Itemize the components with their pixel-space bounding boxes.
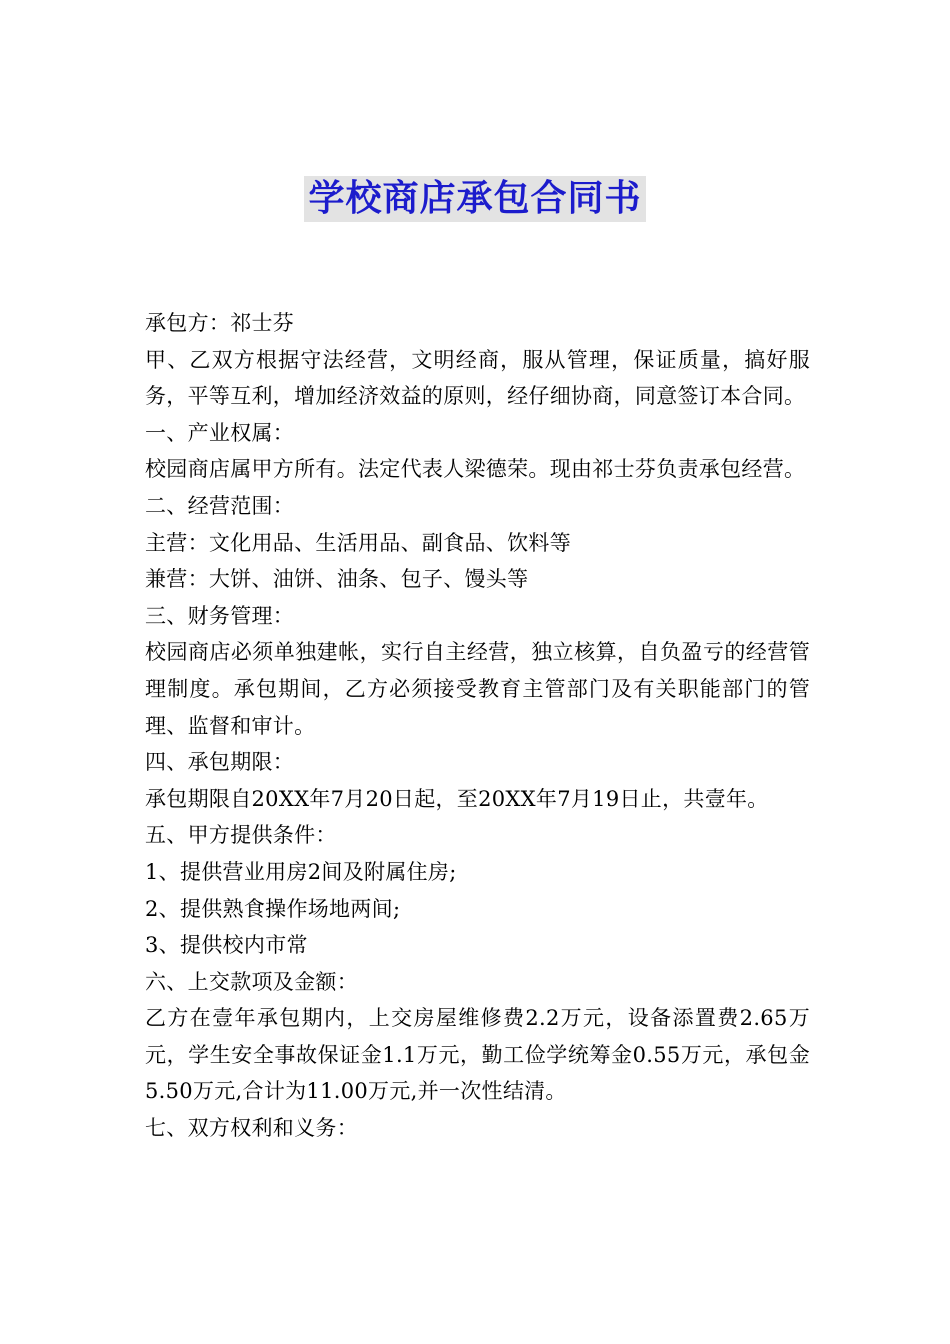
contractor-line: 承包方：祁士芬 bbox=[145, 311, 295, 335]
section-heading-rights: 七、双方权利和义务： bbox=[145, 1116, 358, 1141]
preamble-paragraph: 甲、乙双方根据守法经营，文明经商，服从管理，保证质量，搞好服务，平等互利，增加经济效益的原则，经仔细协商，同意签订本合同。 bbox=[145, 347, 810, 409]
section-heading-conditions: 五、甲方提供条件： bbox=[145, 823, 337, 848]
title-container bbox=[0, 176, 950, 222]
section-heading-term: 四、承包期限： bbox=[145, 750, 295, 775]
finance-paragraph: 校园商店必须单独建帐，实行自主经营，独立核算，自负盈亏的经营管理制度。承包期间，乙方必须接受教育主管部门及有关职能部门的管理、监督和审计。 bbox=[145, 640, 810, 738]
document-title: 学校商店承包合同书 bbox=[304, 176, 645, 222]
term-paragraph: 承包期限自20XX年7月20日起，至20XX年7月19日止，共壹年。 bbox=[145, 786, 769, 811]
section-heading-finance: 三、财务管理： bbox=[145, 603, 295, 628]
section-heading-scope: 二、经营范围： bbox=[145, 493, 295, 518]
condition-item-2: 2、提供熟食操作场地两间; bbox=[145, 896, 401, 921]
section-heading-payments: 六、上交款项及金额： bbox=[145, 969, 358, 994]
payments-paragraph: 乙方在壹年承包期内，上交房屋维修费2.2万元，设备添置费2.65万元，学生安全事故保证金1.1万元，勤工俭学统筹金0.55万元，承包金5.50万元,合计为11.00万元,并一次性结清。 bbox=[145, 1006, 810, 1104]
section-heading-ownership: 一、产业权属： bbox=[145, 420, 295, 445]
ownership-paragraph: 校园商店属甲方所有。法定代表人梁德荣。现由祁士芬负责承包经营。 bbox=[145, 457, 806, 482]
condition-item-3: 3、提供校内市常 bbox=[145, 933, 308, 958]
scope-main-line: 主营：文化用品、生活用品、副食品、饮料等 bbox=[145, 530, 571, 555]
scope-secondary-line: 兼营：大饼、油饼、油条、包子、馒头等 bbox=[145, 567, 529, 592]
document-body bbox=[145, 305, 810, 1147]
condition-item-1: 1、提供营业用房2间及附属住房; bbox=[145, 859, 457, 884]
